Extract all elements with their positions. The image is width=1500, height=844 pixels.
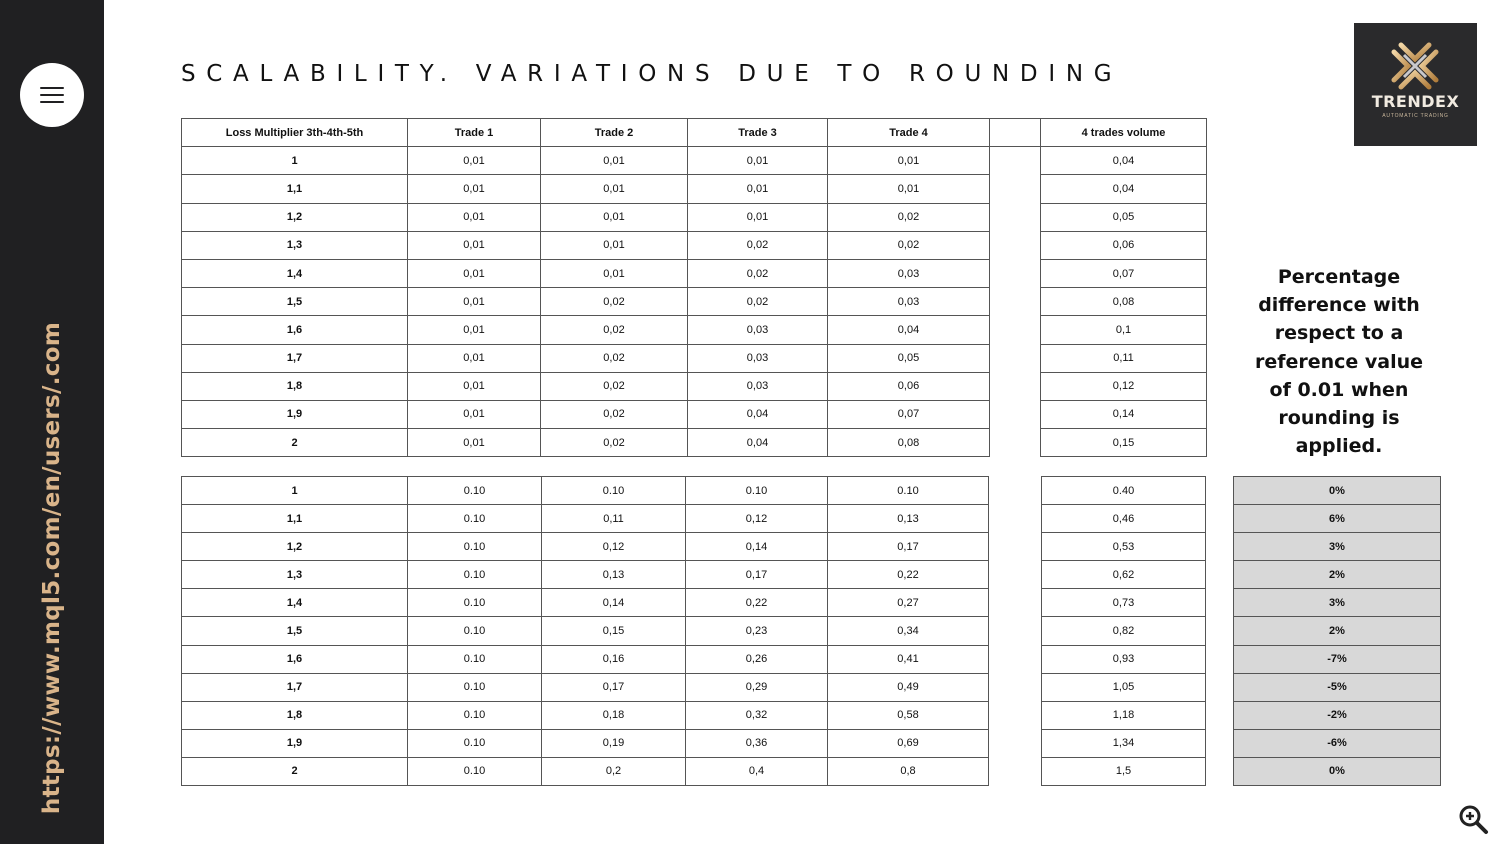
volume-cell: 0,05	[1041, 203, 1207, 231]
percentage-cell: 2%	[1234, 617, 1441, 645]
trade-2-cell: 0,16	[542, 645, 686, 673]
table-gap-cell	[989, 645, 1042, 673]
zoom-in-button[interactable]	[1456, 802, 1490, 836]
trade-3-cell: 0,02	[688, 259, 828, 287]
trade-2-cell: 0,02	[541, 429, 688, 457]
volume-cell: 0,06	[1041, 231, 1207, 259]
hamburger-menu-icon-bar	[40, 94, 64, 96]
volume-cell: 0,73	[1042, 589, 1206, 617]
multiplier-cell: 1,4	[182, 259, 408, 287]
table-row	[182, 533, 1441, 561]
trade-4-cell: 0,8	[828, 757, 989, 785]
volume-cell: 0,04	[1041, 147, 1207, 175]
column-header: 4 trades volume	[1041, 119, 1207, 147]
trade-2-cell: 0,01	[541, 231, 688, 259]
table-row	[182, 617, 1441, 645]
trade-3-cell: 0,03	[688, 316, 828, 344]
table-gap-cell	[1206, 757, 1234, 785]
table-gap-cell	[989, 673, 1042, 701]
volume-cell: 0,14	[1041, 400, 1207, 428]
trade-4-cell: 0,03	[828, 259, 990, 287]
table-gap-cell	[989, 477, 1042, 505]
trade-4-cell: 0,01	[828, 147, 990, 175]
trade-1-cell: 0.10	[408, 673, 542, 701]
percentage-cell: 6%	[1234, 505, 1441, 533]
volume-cell: 0,53	[1042, 533, 1206, 561]
multiplier-cell: 1,8	[182, 701, 408, 729]
sidebar	[0, 0, 104, 844]
volume-cell: 0,11	[1041, 344, 1207, 372]
trade-3-cell: 0.10	[686, 477, 828, 505]
trade-1-cell: 0.10	[408, 617, 542, 645]
trade-4-cell: 0,49	[828, 673, 989, 701]
table-gap-cell	[1206, 561, 1234, 589]
trade-4-cell: 0,22	[828, 561, 989, 589]
table-gap-cell	[990, 429, 1041, 457]
volume-cell: 0,08	[1041, 288, 1207, 316]
trade-4-cell: 0,06	[828, 372, 990, 400]
volume-cell: 0.40	[1042, 477, 1206, 505]
trade-2-cell: 0,02	[541, 372, 688, 400]
logo-tagline: AUTOMATIC TRADING	[1382, 113, 1449, 119]
table-gap-cell	[990, 316, 1041, 344]
volume-cell: 0,93	[1042, 645, 1206, 673]
trade-2-cell: 0,17	[542, 673, 686, 701]
trade-2-cell: 0,15	[542, 617, 686, 645]
percentage-cell: 0%	[1234, 477, 1441, 505]
trade-1-cell: 0.10	[408, 589, 542, 617]
hamburger-menu-icon	[40, 87, 64, 89]
table-gap-cell	[990, 231, 1041, 259]
trade-1-cell: 0,01	[408, 429, 541, 457]
trade-1-cell: 0,01	[408, 372, 541, 400]
trade-1-cell: 0,01	[408, 400, 541, 428]
trade-2-cell: 0,19	[542, 729, 686, 757]
multiplier-cell: 1,8	[182, 372, 408, 400]
trade-1-cell: 0.10	[408, 729, 542, 757]
multiplier-cell: 1,4	[182, 589, 408, 617]
table-gap-cell	[990, 175, 1041, 203]
trade-4-cell: 0,08	[828, 429, 990, 457]
volume-cell: 0,12	[1041, 372, 1207, 400]
multiplier-cell: 1	[182, 477, 408, 505]
zoom-in-icon	[1456, 802, 1490, 836]
trade-1-cell: 0,01	[408, 147, 541, 175]
table-gap-cell	[989, 617, 1042, 645]
percentage-cell: -6%	[1234, 729, 1441, 757]
column-header-gap	[990, 119, 1041, 147]
table-row	[182, 203, 1207, 231]
volume-cell: 0,82	[1042, 617, 1206, 645]
rounding-table-010	[181, 476, 1441, 786]
trade-3-cell: 0,02	[688, 288, 828, 316]
table-row	[182, 288, 1207, 316]
table-row	[182, 175, 1207, 203]
table-header-row	[182, 119, 1207, 147]
multiplier-cell: 1,5	[182, 617, 408, 645]
multiplier-cell: 2	[182, 757, 408, 785]
table-gap-cell	[990, 288, 1041, 316]
table-gap-cell	[990, 203, 1041, 231]
multiplier-cell: 1,6	[182, 316, 408, 344]
trade-3-cell: 0,01	[688, 203, 828, 231]
trade-1-cell: 0,01	[408, 316, 541, 344]
multiplier-cell: 1,9	[182, 400, 408, 428]
trade-1-cell: 0.10	[408, 533, 542, 561]
trade-4-cell: 0,02	[828, 203, 990, 231]
trade-4-cell: 0,41	[828, 645, 989, 673]
trade-3-cell: 0,36	[686, 729, 828, 757]
table-gap-cell	[1206, 533, 1234, 561]
trade-3-cell: 0,03	[688, 372, 828, 400]
trade-2-cell: 0,02	[541, 288, 688, 316]
volume-cell: 1,05	[1042, 673, 1206, 701]
trade-2-cell: 0,01	[541, 259, 688, 287]
trade-4-cell: 0,03	[828, 288, 990, 316]
trade-2-cell: 0,02	[541, 400, 688, 428]
multiplier-cell: 1,7	[182, 673, 408, 701]
trendex-logo-mark-icon	[1354, 23, 1477, 146]
table-gap-cell	[990, 344, 1041, 372]
trade-4-cell: 0,05	[828, 344, 990, 372]
table-gap-cell	[1206, 701, 1234, 729]
percentage-cell: -5%	[1234, 673, 1441, 701]
hamburger-menu-icon-bar	[40, 101, 64, 103]
multiplier-cell: 1,5	[182, 288, 408, 316]
trade-3-cell: 0,4	[686, 757, 828, 785]
table-gap-cell	[1206, 617, 1234, 645]
trade-2-cell: 0,18	[542, 701, 686, 729]
table-row	[182, 231, 1207, 259]
percentage-cell: -2%	[1234, 701, 1441, 729]
table-gap-cell	[990, 147, 1041, 175]
trade-2-cell: 0,01	[541, 175, 688, 203]
trade-3-cell: 0,29	[686, 673, 828, 701]
table-gap-cell	[989, 729, 1042, 757]
multiplier-cell: 1,3	[182, 561, 408, 589]
table-row	[182, 429, 1207, 457]
trade-1-cell: 0.10	[408, 757, 542, 785]
percentage-cell: 3%	[1234, 589, 1441, 617]
table-gap-cell	[990, 372, 1041, 400]
trade-4-cell: 0,07	[828, 400, 990, 428]
trade-3-cell: 0,01	[688, 147, 828, 175]
trade-4-cell: 0,13	[828, 505, 989, 533]
percentage-cell: 0%	[1234, 757, 1441, 785]
volume-cell: 1,34	[1042, 729, 1206, 757]
multiplier-cell: 1	[182, 147, 408, 175]
table-row	[182, 147, 1207, 175]
trade-4-cell: 0,27	[828, 589, 989, 617]
multiplier-cell: 1,6	[182, 645, 408, 673]
trade-2-cell: 0,01	[541, 203, 688, 231]
trade-2-cell: 0.10	[542, 477, 686, 505]
table-row	[182, 729, 1441, 757]
trade-2-cell: 0,11	[542, 505, 686, 533]
trade-3-cell: 0,32	[686, 701, 828, 729]
table-row	[182, 561, 1441, 589]
table-gap-cell	[989, 701, 1042, 729]
volume-cell: 1,18	[1042, 701, 1206, 729]
volume-cell: 0,1	[1041, 316, 1207, 344]
trade-1-cell: 0.10	[408, 477, 542, 505]
multiplier-cell: 1,2	[182, 533, 408, 561]
table-gap-cell	[990, 259, 1041, 287]
table-row	[182, 372, 1207, 400]
trade-1-cell: 0,01	[408, 231, 541, 259]
trade-4-cell: 0,04	[828, 316, 990, 344]
table-gap-cell	[989, 589, 1042, 617]
percentage-note: Percentage difference with respect to a reference value of 0.01 when rounding is applied.	[1254, 266, 1424, 458]
table-row	[182, 757, 1441, 785]
percentage-cell: 3%	[1234, 533, 1441, 561]
trade-4-cell: 0.10	[828, 477, 989, 505]
trade-3-cell: 0,12	[686, 505, 828, 533]
trendex-logo	[1354, 23, 1477, 146]
table-gap-cell	[989, 533, 1042, 561]
trade-4-cell: 0,17	[828, 533, 989, 561]
profile-url: https://www.mql5.com/en/users/.com	[39, 321, 65, 815]
table-gap-cell	[989, 757, 1042, 785]
trade-2-cell: 0,02	[541, 344, 688, 372]
trade-4-cell: 0,01	[828, 175, 990, 203]
table-row	[182, 645, 1441, 673]
page-title: SCALABILITY. VARIATIONS DUE TO ROUNDING	[181, 61, 1123, 87]
volume-cell: 1,5	[1042, 757, 1206, 785]
multiplier-cell: 1,1	[182, 505, 408, 533]
trade-3-cell: 0,04	[688, 400, 828, 428]
logo-name: TRENDEX	[1371, 92, 1460, 111]
trade-2-cell: 0,02	[541, 316, 688, 344]
trade-2-cell: 0,12	[542, 533, 686, 561]
table-row	[182, 589, 1441, 617]
table-row	[182, 701, 1441, 729]
trade-2-cell: 0,01	[541, 147, 688, 175]
trade-3-cell: 0,23	[686, 617, 828, 645]
trade-3-cell: 0,03	[688, 344, 828, 372]
multiplier-cell: 1,7	[182, 344, 408, 372]
trade-3-cell: 0,04	[688, 429, 828, 457]
volume-cell: 0,62	[1042, 561, 1206, 589]
multiplier-cell: 2	[182, 429, 408, 457]
trade-3-cell: 0,01	[688, 175, 828, 203]
table-row	[182, 400, 1207, 428]
trade-3-cell: 0,17	[686, 561, 828, 589]
table-gap-cell	[1206, 673, 1234, 701]
table-gap-cell	[989, 505, 1042, 533]
table-gap-cell	[1206, 729, 1234, 757]
table-gap-cell	[1206, 645, 1234, 673]
table-row	[182, 316, 1207, 344]
multiplier-cell: 1,9	[182, 729, 408, 757]
trade-1-cell: 0.10	[408, 645, 542, 673]
percentage-cell: 2%	[1234, 561, 1441, 589]
trade-2-cell: 0,14	[542, 589, 686, 617]
trade-3-cell: 0,26	[686, 645, 828, 673]
column-header: Loss Multiplier 3th-4th-5th	[182, 119, 408, 147]
trade-1-cell: 0.10	[408, 505, 542, 533]
trade-2-cell: 0,2	[542, 757, 686, 785]
table-row	[182, 477, 1441, 505]
column-header: Trade 3	[688, 119, 828, 147]
trade-3-cell: 0,02	[688, 231, 828, 259]
table-row	[182, 505, 1441, 533]
multiplier-cell: 1,2	[182, 203, 408, 231]
table-gap-cell	[1206, 477, 1234, 505]
table-row	[182, 259, 1207, 287]
trade-1-cell: 0,01	[408, 259, 541, 287]
volume-cell: 0,04	[1041, 175, 1207, 203]
volume-cell: 0,07	[1041, 259, 1207, 287]
trade-2-cell: 0,13	[542, 561, 686, 589]
trade-4-cell: 0,69	[828, 729, 989, 757]
trade-1-cell: 0.10	[408, 561, 542, 589]
trade-3-cell: 0,14	[686, 533, 828, 561]
trade-1-cell: 0,01	[408, 344, 541, 372]
table-gap-cell	[1206, 589, 1234, 617]
trade-1-cell: 0,01	[408, 203, 541, 231]
trade-4-cell: 0,58	[828, 701, 989, 729]
column-header: Trade 1	[408, 119, 541, 147]
trade-4-cell: 0,02	[828, 231, 990, 259]
table-row	[182, 673, 1441, 701]
table-row	[182, 344, 1207, 372]
trade-1-cell: 0,01	[408, 175, 541, 203]
column-header: Trade 4	[828, 119, 990, 147]
table-gap-cell	[989, 561, 1042, 589]
trade-3-cell: 0,22	[686, 589, 828, 617]
trade-1-cell: 0,01	[408, 288, 541, 316]
trade-4-cell: 0,34	[828, 617, 989, 645]
volume-cell: 0,46	[1042, 505, 1206, 533]
trade-1-cell: 0.10	[408, 701, 542, 729]
multiplier-cell: 1,1	[182, 175, 408, 203]
hamburger-menu-button[interactable]	[20, 63, 84, 127]
table-gap-cell	[990, 400, 1041, 428]
table-gap-cell	[1206, 505, 1234, 533]
percentage-cell: -7%	[1234, 645, 1441, 673]
multiplier-cell: 1,3	[182, 231, 408, 259]
volume-cell: 0,15	[1041, 429, 1207, 457]
column-header: Trade 2	[541, 119, 688, 147]
rounding-table-001	[181, 118, 1207, 457]
